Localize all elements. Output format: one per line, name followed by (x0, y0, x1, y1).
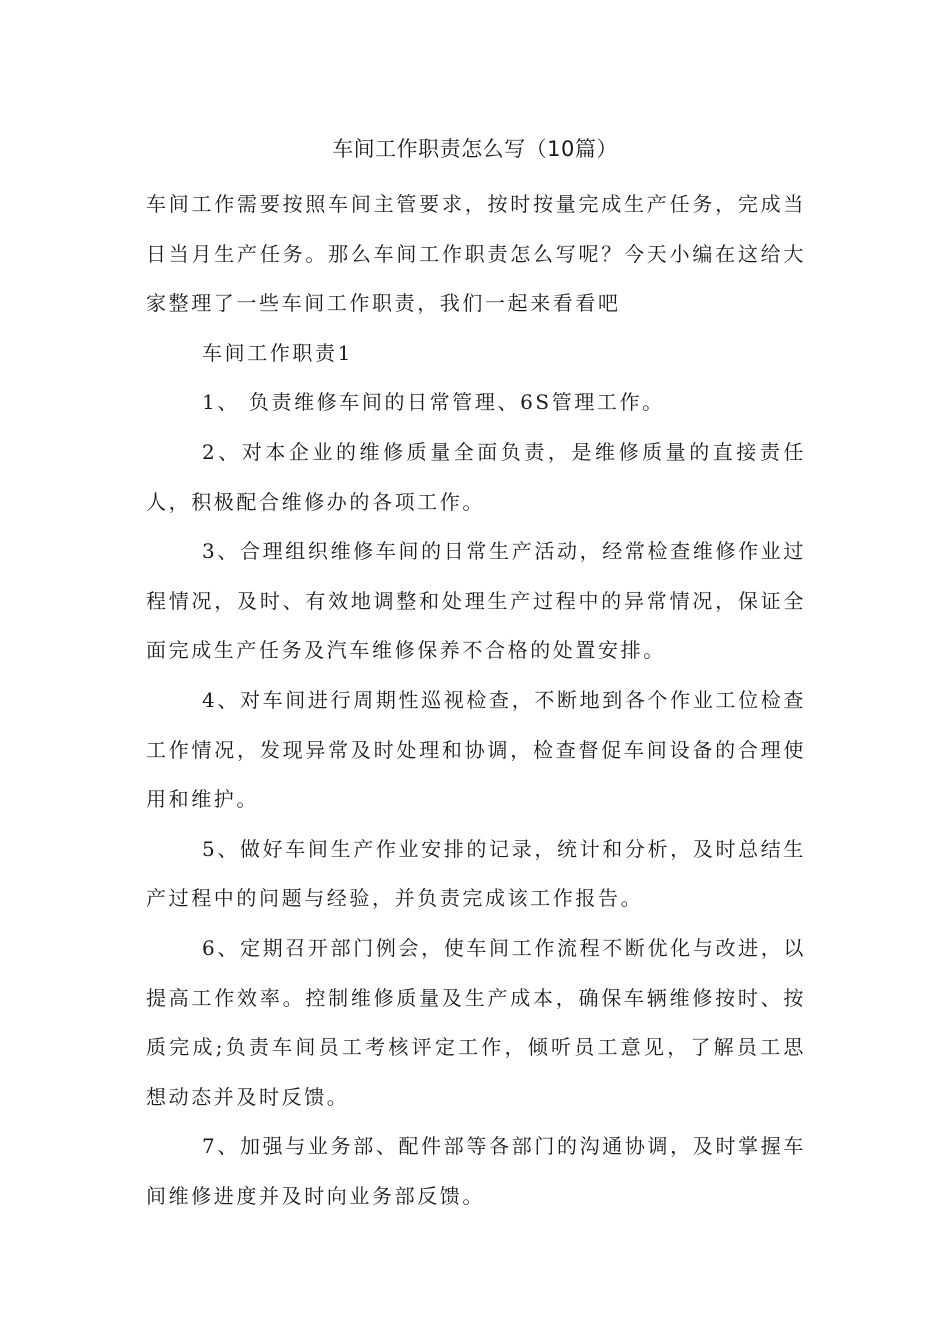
section-heading: 车间工作职责1 (202, 340, 353, 365)
duty-item-3: 3、合理组织维修车间的日常生产活动，经常检查维修作业过程情况，及时、有效地调整和处理生产过程中的异常情况，保证全面完成生产任务及汽车维修保养不合格的处置安排。 (146, 539, 806, 663)
document-body (146, 180, 806, 1221)
duty-item-2: 2、对本企业的维修质量全面负责，是维修质量的直接责任人，积极配合维修办的各项工作。 (146, 439, 806, 514)
duty-item-1: 1、 负责维修车间的日常管理、6S管理工作。 (202, 390, 665, 415)
duty-item-4: 4、对车间进行周期性巡视检查，不断地到各个作业工位检查工作情况，发现异常及时处理和协调，检查督促车间设备的合理使用和维护。 (146, 687, 806, 812)
document-title: 车间工作职责怎么写（10篇） (332, 137, 618, 161)
duty-item-5: 5、做好车间生产作业安排的记录，统计和分析，及时总结生产过程中的问题与经验，并负责完成该工作报告。 (146, 836, 806, 911)
duty-item-7: 7、加强与业务部、配件部等各部门的沟通协调，及时掌握车间维修进度并及时向业务部反馈。 (146, 1134, 806, 1208)
intro-paragraph: 车间工作需要按照车间主管要求，按时按量完成生产任务，完成当日当月生产任务。那么车间工作职责怎么写呢？今天小编在这给大家整理了一些车间工作职责，我们一起来看看吧 (146, 192, 806, 316)
duty-item-6: 6、定期召开部门例会，使车间工作流程不断优化与改进，以提高工作效率。控制维修质量及生产成本，确保车辆维修按时、按质完成;负责车间员工考核评定工作，倾听员工意见，了解员工思想动态并及时反馈。 (146, 935, 806, 1109)
